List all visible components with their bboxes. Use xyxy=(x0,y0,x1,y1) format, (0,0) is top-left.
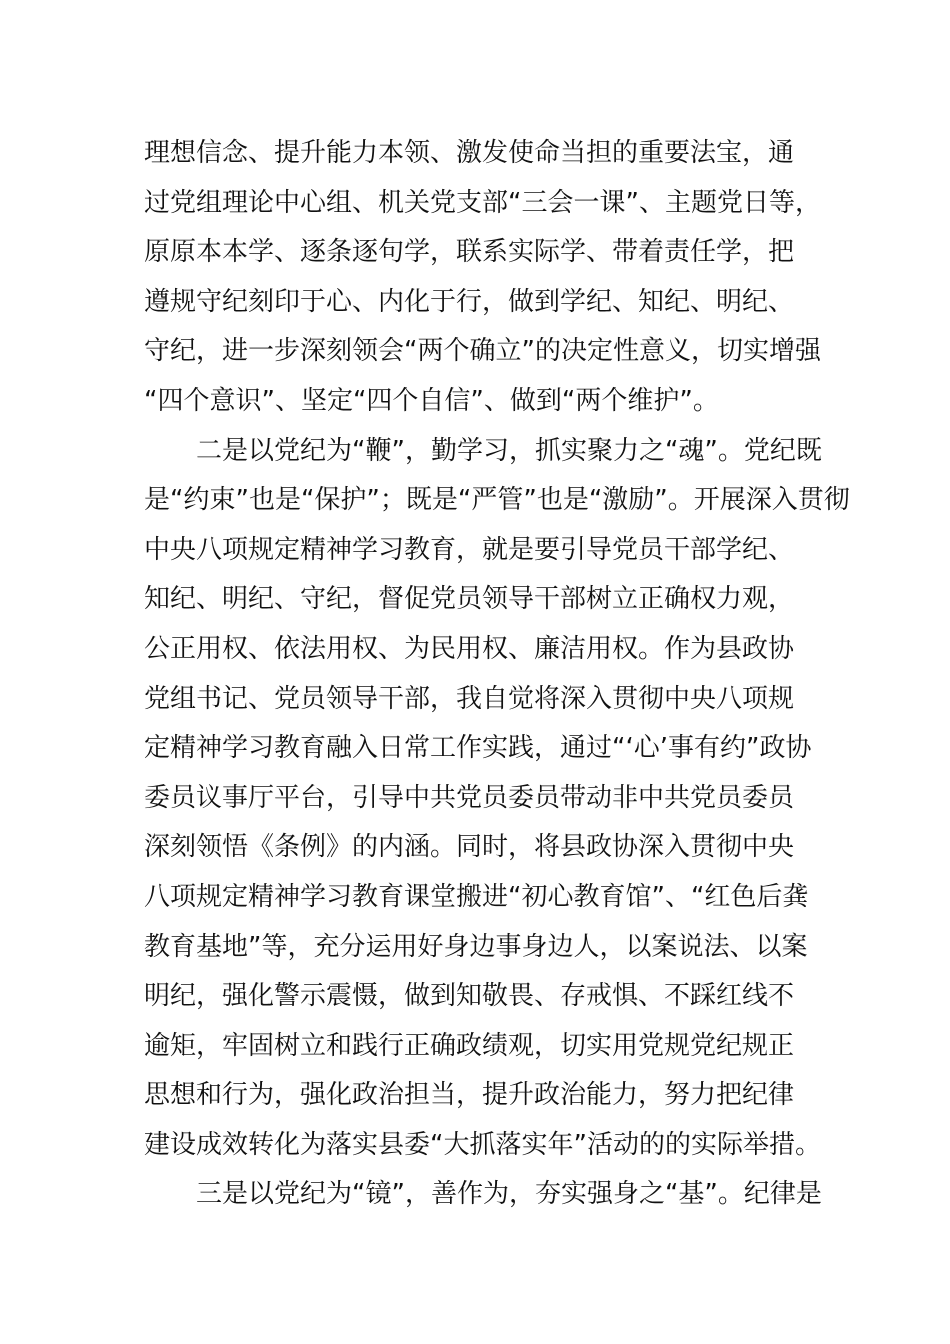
text-line: 教育基地”等，充分运用好身边事身边人，以案说法、以案 xyxy=(144,931,808,962)
text-line: 遵规守纪刻印于心、内化于行，做到学纪、知纪、明纪、 xyxy=(144,286,795,317)
text-line: 八项规定精神学习教育课堂搬进“初心教育馆”、“红色后龚 xyxy=(144,881,809,912)
text-line: 守纪，进一步深刻领会“两个确立”的决定性意义，切实增强 xyxy=(144,336,821,367)
text-line: 过党组理论中心组、机关党支部“三会一课”、主题党日等， xyxy=(144,187,821,218)
text-line: 中央八项规定精神学习教育，就是要引导党员干部学纪、 xyxy=(144,534,795,565)
text-line: 是“约束”也是“保护”；既是“严管”也是“激励”。开展深入贯彻 xyxy=(144,485,850,516)
text-line: 委员议事厅平台，引导中共党员委员带动非中共党员委员 xyxy=(144,782,795,813)
text-line: 理想信念、提升能力本领、激发使命当担的重要法宝，通 xyxy=(144,138,795,168)
text-line: 建设成效转化为落实县委“大抓落实年”活动的的实际举措。 xyxy=(144,1129,821,1160)
text-line: 定精神学习教育融入日常工作实践，通过“‘心’事有约”政协 xyxy=(144,733,812,764)
paragraph-first-line: 三是以党纪为“镜”，善作为，夯实强身之“基”。纪律是 xyxy=(196,1179,822,1210)
text-line: 党组书记、党员领导干部，我自觉将深入贯彻中央八项规 xyxy=(144,683,795,714)
text-line: 深刻领悟《条例》的内涵。同时，将县政协深入贯彻中央 xyxy=(144,832,795,863)
document-body xyxy=(0,129,950,1220)
text-line: “四个意识”、坚定“四个自信”、做到“两个维护”。 xyxy=(144,385,719,416)
text-line: 原原本本学、逐条逐句学，联系实际学、带着责任学，把 xyxy=(144,237,795,268)
text-line: 知纪、明纪、守纪，督促党员领导干部树立正确权力观， xyxy=(144,584,795,615)
paragraph-first-line: 二是以党纪为“鞭”，勤学习，抓实聚力之“魂”。党纪既 xyxy=(196,435,822,466)
text-line: 公正用权、依法用权、为民用权、廉洁用权。作为县政协 xyxy=(144,633,795,664)
text-line: 明纪，强化警示震慑，做到知敬畏、存戒惧、不踩红线不 xyxy=(144,981,795,1012)
text-line: 思想和行为，强化政治担当，提升政治能力，努力把纪律 xyxy=(144,1080,795,1111)
text-line: 逾矩，牢固树立和践行正确政绩观，切实用党规党纪规正 xyxy=(144,1030,795,1061)
